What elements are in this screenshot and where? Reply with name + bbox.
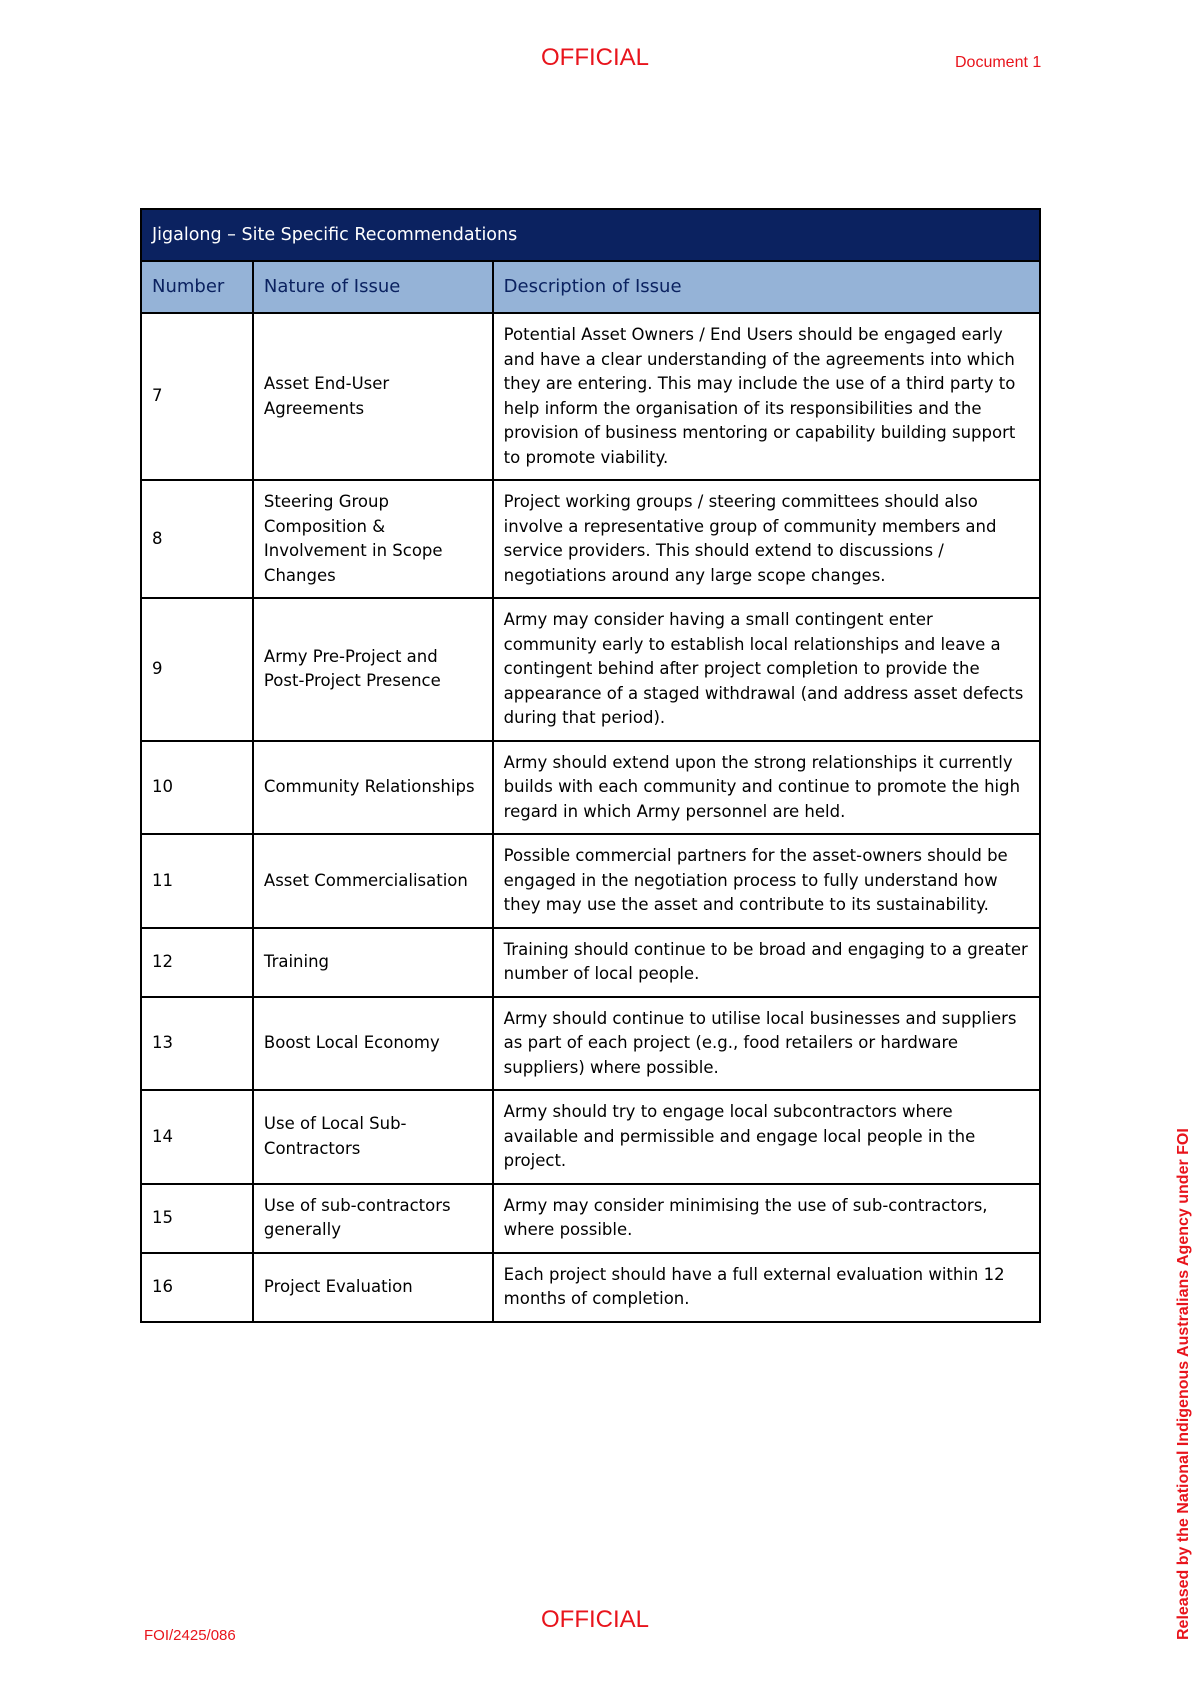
row-nature: Community Relationships [253, 741, 493, 835]
table-row [141, 1253, 1040, 1322]
row-number: 15 [141, 1184, 253, 1253]
row-nature: Use of Local Sub-Contractors [253, 1090, 493, 1184]
row-description: Army should continue to utilise local businesses and suppliers as part of each project (e.g., food retailers or hardware suppliers) where possible. [493, 997, 1040, 1091]
table-row [141, 480, 1040, 598]
table-title: Jigalong – Site Specific Recommendations [141, 209, 1040, 261]
row-nature: Army Pre-Project and Post-Project Presence [253, 598, 493, 741]
table-row [141, 834, 1040, 928]
table-row [141, 1184, 1040, 1253]
official-marking-top: OFFICIAL [540, 44, 649, 71]
foi-reference: FOI/2425/086 [144, 1627, 236, 1644]
row-number: 10 [141, 741, 253, 835]
table-row [141, 997, 1040, 1091]
row-description: Army may consider minimising the use of sub-contractors, where possible. [493, 1184, 1040, 1253]
table-row [141, 598, 1040, 741]
row-description: Army should extend upon the strong relationships it currently builds with each community and continue to promote the high regard in which Army personnel are held. [493, 741, 1040, 835]
row-number: 9 [141, 598, 253, 741]
row-description: Project working groups / steering committees should also involve a representative group of community members and service providers. This should extend to discussions / negotiations around any large scope changes. [493, 480, 1040, 598]
row-description: Army may consider having a small contingent enter community early to establish local relationships and leave a contingent behind after project completion to provide the appearance of a staged withdrawal (and address asset defects during that period). [493, 598, 1040, 741]
row-number: 14 [141, 1090, 253, 1184]
row-number: 8 [141, 480, 253, 598]
row-number: 16 [141, 1253, 253, 1322]
table-row [141, 741, 1040, 835]
row-description: Potential Asset Owners / End Users should be engaged early and have a clear understanding of the agreements into which they are entering. This may include the use of a third party to help inform the organisation of its responsibilities and the provision of business mentoring or capability building support to promote viability. [493, 313, 1040, 480]
row-description: Training should continue to be broad and engaging to a greater number of local people. [493, 928, 1040, 997]
row-nature: Asset Commercialisation [253, 834, 493, 928]
row-number: 12 [141, 928, 253, 997]
row-nature: Boost Local Economy [253, 997, 493, 1091]
foi-release-note: Released by the National Indigenous Australians Agency under FOI [1175, 1128, 1192, 1640]
row-nature: Steering Group Composition & Involvement in Scope Changes [253, 480, 493, 598]
header-description-of-issue: Description of Issue [493, 261, 1040, 313]
official-marking-bottom: OFFICIAL [540, 1606, 649, 1633]
row-nature: Asset End-User Agreements [253, 313, 493, 480]
row-number: 11 [141, 834, 253, 928]
table-header-row [141, 261, 1040, 313]
header-number: Number [141, 261, 253, 313]
document-reference: Document 1 [955, 54, 1042, 71]
row-description: Possible commercial partners for the asset-owners should be engaged in the negotiation process to fully understand how they may use the asset and contribute to its sustainability. [493, 834, 1040, 928]
recommendations-table [140, 208, 1041, 1323]
row-description: Army should try to engage local subcontractors where available and permissible and engage local people in the project. [493, 1090, 1040, 1184]
row-number: 13 [141, 997, 253, 1091]
table-row [141, 313, 1040, 480]
table-row [141, 928, 1040, 997]
row-number: 7 [141, 313, 253, 480]
row-nature: Project Evaluation [253, 1253, 493, 1322]
table-title-row [141, 209, 1040, 261]
row-nature: Use of sub-contractors generally [253, 1184, 493, 1253]
row-description: Each project should have a full external evaluation within 12 months of completion. [493, 1253, 1040, 1322]
row-nature: Training [253, 928, 493, 997]
header-nature-of-issue: Nature of Issue [253, 261, 493, 313]
table-row [141, 1090, 1040, 1184]
